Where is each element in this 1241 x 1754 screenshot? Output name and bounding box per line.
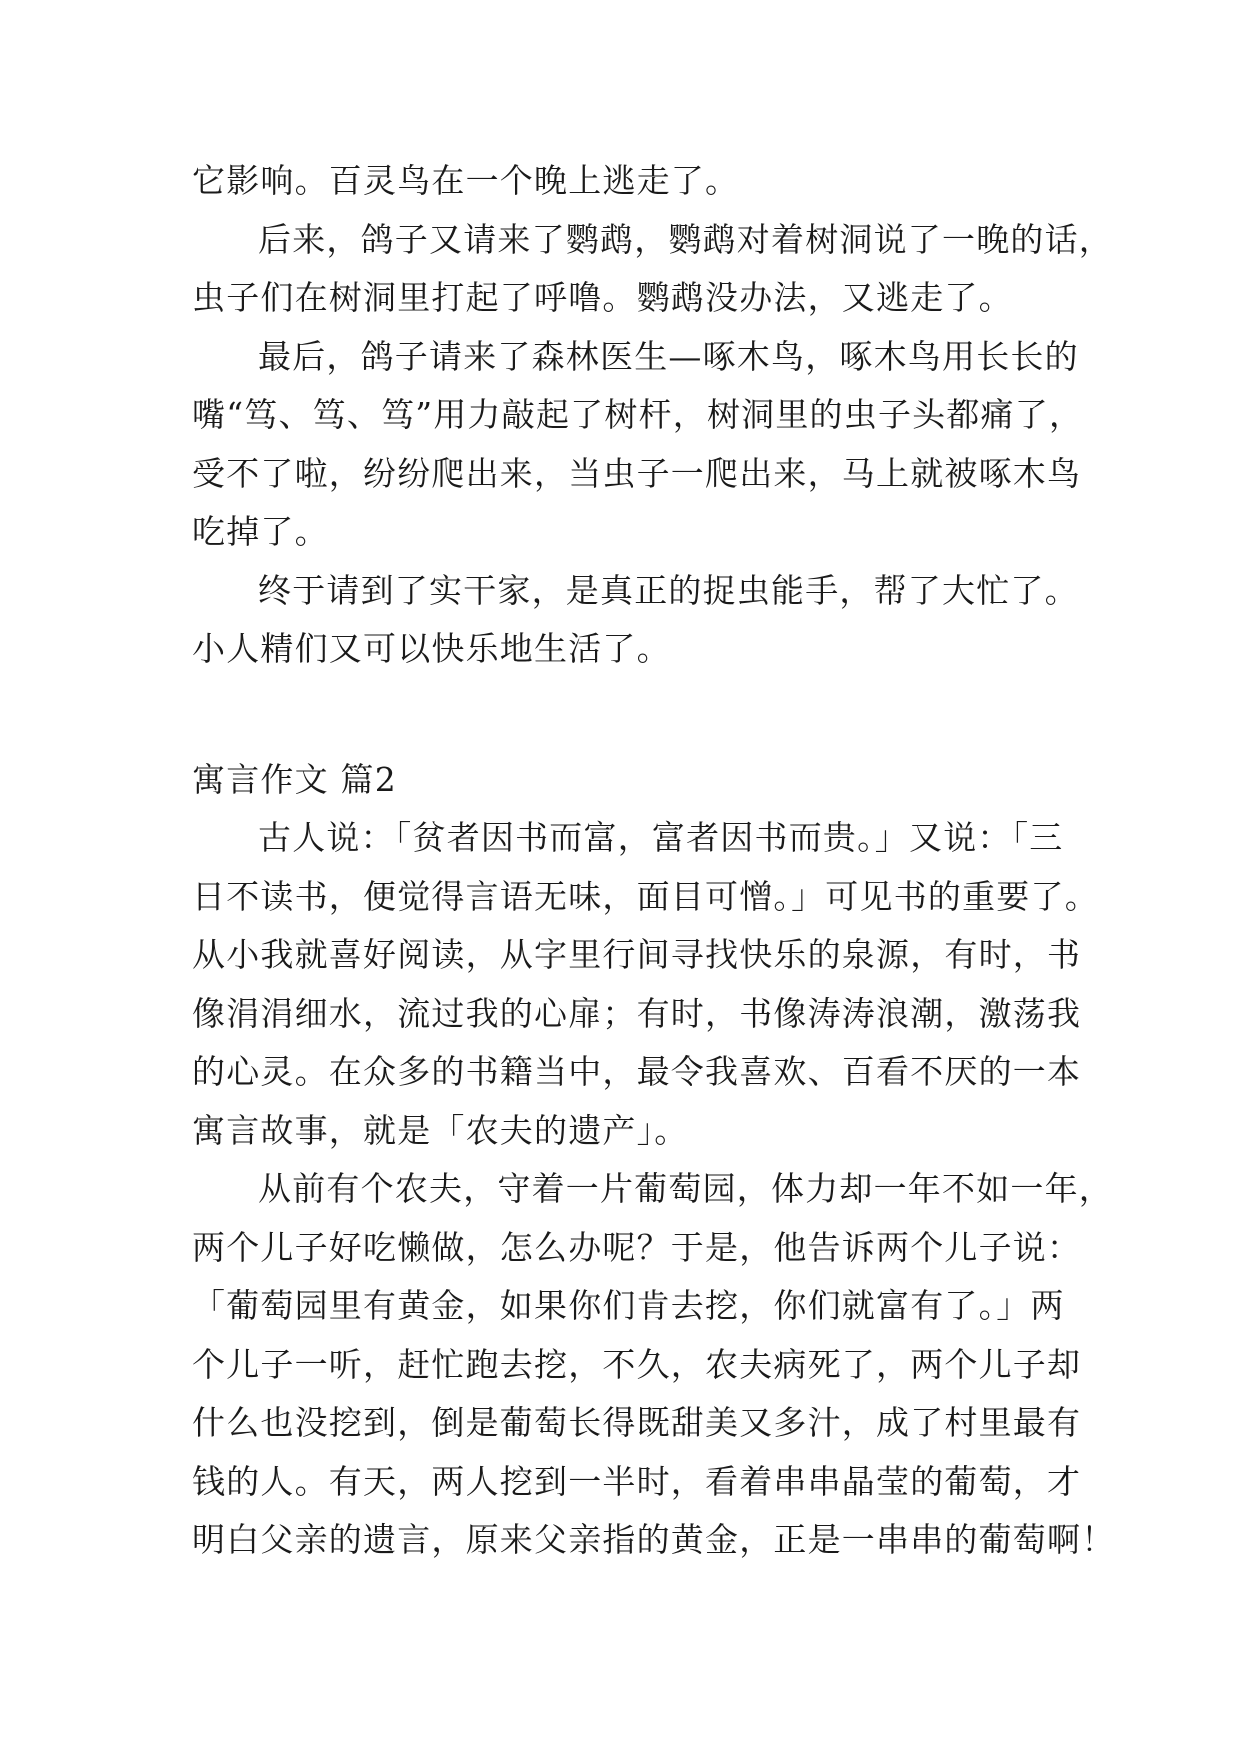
paragraph-start-line: 最后，鸽子请来了森林医生—啄木鸟，啄木鸟用长长的 <box>258 336 1079 376</box>
text-line: 什么也没挖到，倒是葡萄长得既甜美又多汁，成了村里最有 <box>192 1403 1082 1442</box>
text-line: 从小我就喜好阅读，从字里行间寻找快乐的泉源，有时，书 <box>192 935 1082 974</box>
text-line: 寓言故事，就是「农夫的遗产」。 <box>192 1110 689 1150</box>
text-line: 嘴“笃、笃、笃”用力敲起了树杆，树洞里的虫子头都痛了， <box>192 395 1084 434</box>
text-line: 吃掉了。 <box>192 512 329 551</box>
text-line: 的心灵。在众多的书籍当中，最令我喜欢、百看不厌的一本 <box>192 1052 1082 1091</box>
section-gap <box>192 679 1072 751</box>
paragraph-start-line: 后来，鸽子又请来了鹦鹉，鹦鹉对着树洞说了一晚的话， <box>258 219 1113 259</box>
section-heading: 寓言作文 篇2 <box>192 759 397 799</box>
text-line: 钱的人。有天，两人挖到一半时，看着串串晶莹的葡萄，才 <box>192 1461 1082 1501</box>
text-line: 明白父亲的遗言，原来父亲指的黄金，正是一串串的葡萄啊！ <box>192 1520 1116 1559</box>
text-line: 受不了啦，纷纷爬出来，当虫子一爬出来，马上就被啄木鸟 <box>192 453 1082 493</box>
text-line: 日不读书，便觉得言语无味，面目可憎。」可见书的重要了。 <box>192 876 1099 916</box>
text-line: 「葡萄园里有黄金，如果你们肯去挖，你们就富有了。」两 <box>192 1286 1065 1325</box>
text-line: 小人精们又可以快乐地生活了。 <box>192 629 671 668</box>
paragraph-start-line: 终于请到了实干家，是真正的捉虫能手，帮了大忙了。 <box>258 570 1079 610</box>
paragraph-start-line: 从前有个农夫，守着一片葡萄园，体力却一年不如一年， <box>258 1169 1113 1208</box>
text-line: 虫子们在树洞里打起了呼噜。鹦鹉没办法，又逃走了。 <box>192 278 1013 317</box>
text-line: 两个儿子好吃懒做，怎么办呢？于是，他告诉两个儿子说： <box>192 1227 1082 1267</box>
text-line: 它影响。百灵鸟在一个晚上逃走了。 <box>192 161 740 200</box>
text-line: 个儿子一听，赶忙跑去挖，不久，农夫病死了，两个儿子却 <box>192 1344 1082 1384</box>
paragraph-start-line: 古人说：「贫者因书而富，富者因书而贵。」又说：「三 <box>258 818 1064 857</box>
document-body <box>192 152 1116 1570</box>
text-line: 像涓涓细水，流过我的心扉；有时，书像涛涛浪潮，激荡我 <box>192 993 1082 1033</box>
